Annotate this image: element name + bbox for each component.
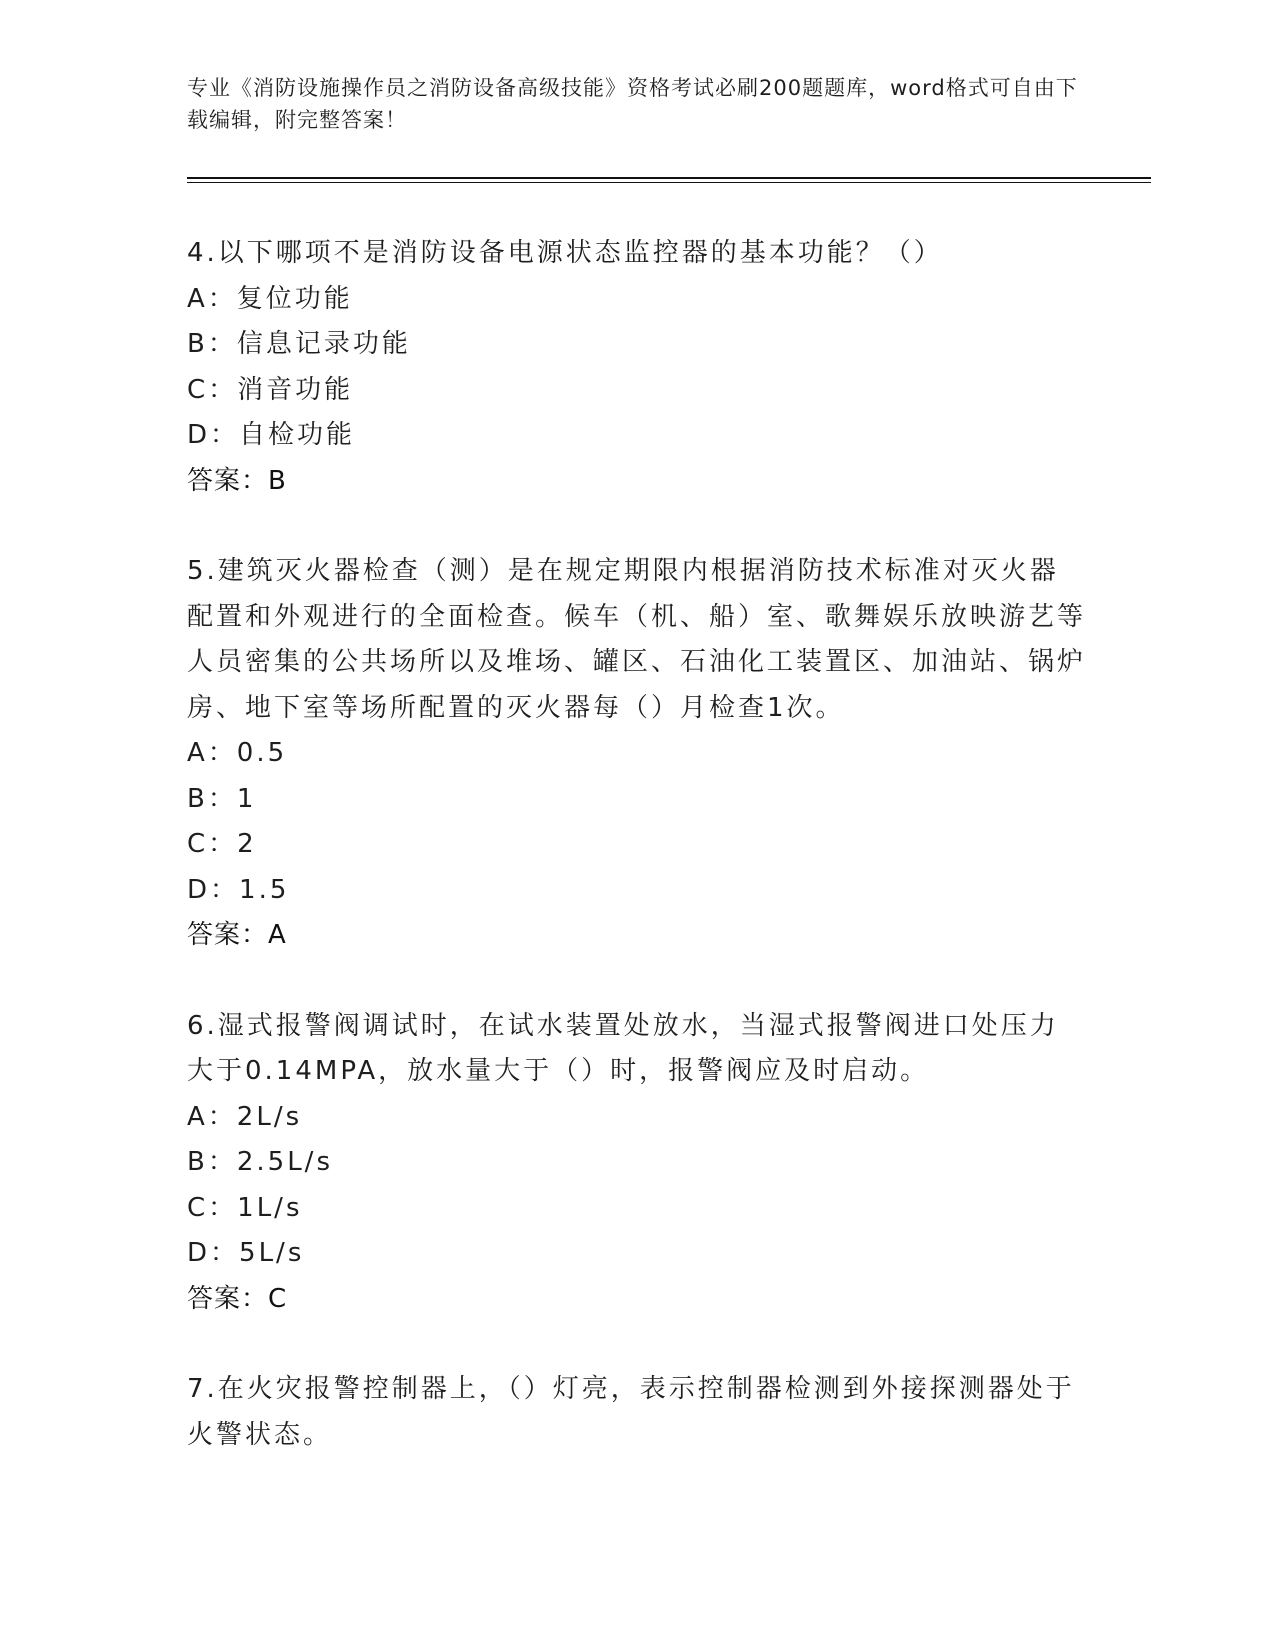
option-a	[187, 277, 1087, 323]
option-text: 复位功能	[236, 283, 353, 314]
option-text: 信息记录功能	[236, 329, 411, 359]
option-a	[187, 731, 1087, 777]
option-text: 1L/s	[237, 1192, 303, 1223]
question-stem: 7.在火灾报警控制器上，（）灯亮，表示控制器检测到外接探测器处于火警状态。	[187, 1374, 1075, 1450]
question-stem: 4.以下哪项不是消防设备电源状态监控器的基本功能？（）	[187, 238, 943, 268]
option-key: D：	[187, 874, 240, 905]
option-key: C：	[187, 1192, 238, 1223]
option-b	[187, 777, 1087, 823]
question-7	[187, 1367, 1087, 1458]
option-text: 1	[236, 783, 257, 814]
question-4	[187, 231, 1087, 504]
option-b	[187, 1140, 1087, 1186]
header-divider-thick	[187, 177, 1151, 179]
answer-line: 答案：C	[187, 1283, 288, 1314]
option-key: D：	[187, 1238, 240, 1268]
option-c	[187, 1186, 1087, 1232]
question-stem: 6.湿式报警阀调试时，在试水装置处放水，当湿式报警阀进口处压力大于0.14MPA，放水量大于（）时，报警阀应及时启动。	[187, 1010, 1059, 1086]
option-text: 1.5	[239, 874, 290, 905]
answer-line: 答案：A	[187, 920, 287, 950]
option-key: A：	[187, 283, 237, 314]
question-stem: 5.建筑灭火器检查（测）是在规定期限内根据消防技术标准对灭火器配置和外观进行的全面检查。候车（机、船）室、歌舞娱乐放映游艺等人员密集的公共场所以及堆场、罐区、石油化工装置区、加油站、锅炉房、地下室等场所配置的灭火器每（）月检查1次。	[187, 556, 1087, 723]
option-text: 自检功能	[239, 420, 356, 450]
option-text: 消音功能	[237, 374, 354, 405]
answer-line: 答案：B	[187, 465, 287, 496]
option-text: 2	[237, 829, 257, 859]
option-key: B：	[187, 329, 237, 359]
option-text: 2L/s	[236, 1101, 303, 1132]
document-header: 专业《消防设施操作员之消防设备高级技能》资格考试必刷200题题库，word格式可自由下载编辑，附完整答案！	[187, 76, 1078, 132]
option-c	[187, 822, 1087, 868]
option-key: D：	[187, 420, 240, 450]
option-key: B：	[187, 1147, 237, 1177]
option-key: C：	[187, 374, 238, 405]
option-key: B：	[187, 783, 237, 814]
option-text: 2.5L/s	[236, 1147, 333, 1177]
option-text: 5L/s	[239, 1238, 305, 1268]
question-list	[187, 231, 1087, 1503]
header-divider-thin	[187, 182, 1151, 183]
option-a	[187, 1095, 1087, 1141]
question-6	[187, 1004, 1087, 1323]
option-key: A：	[187, 738, 237, 768]
option-d	[187, 1231, 1087, 1277]
option-text: 0.5	[236, 738, 288, 768]
option-d	[187, 413, 1087, 459]
question-5	[187, 549, 1087, 959]
option-c	[187, 368, 1087, 414]
option-d	[187, 868, 1087, 914]
option-b	[187, 322, 1087, 368]
option-key: A：	[187, 1101, 237, 1132]
option-key: C：	[187, 829, 238, 859]
